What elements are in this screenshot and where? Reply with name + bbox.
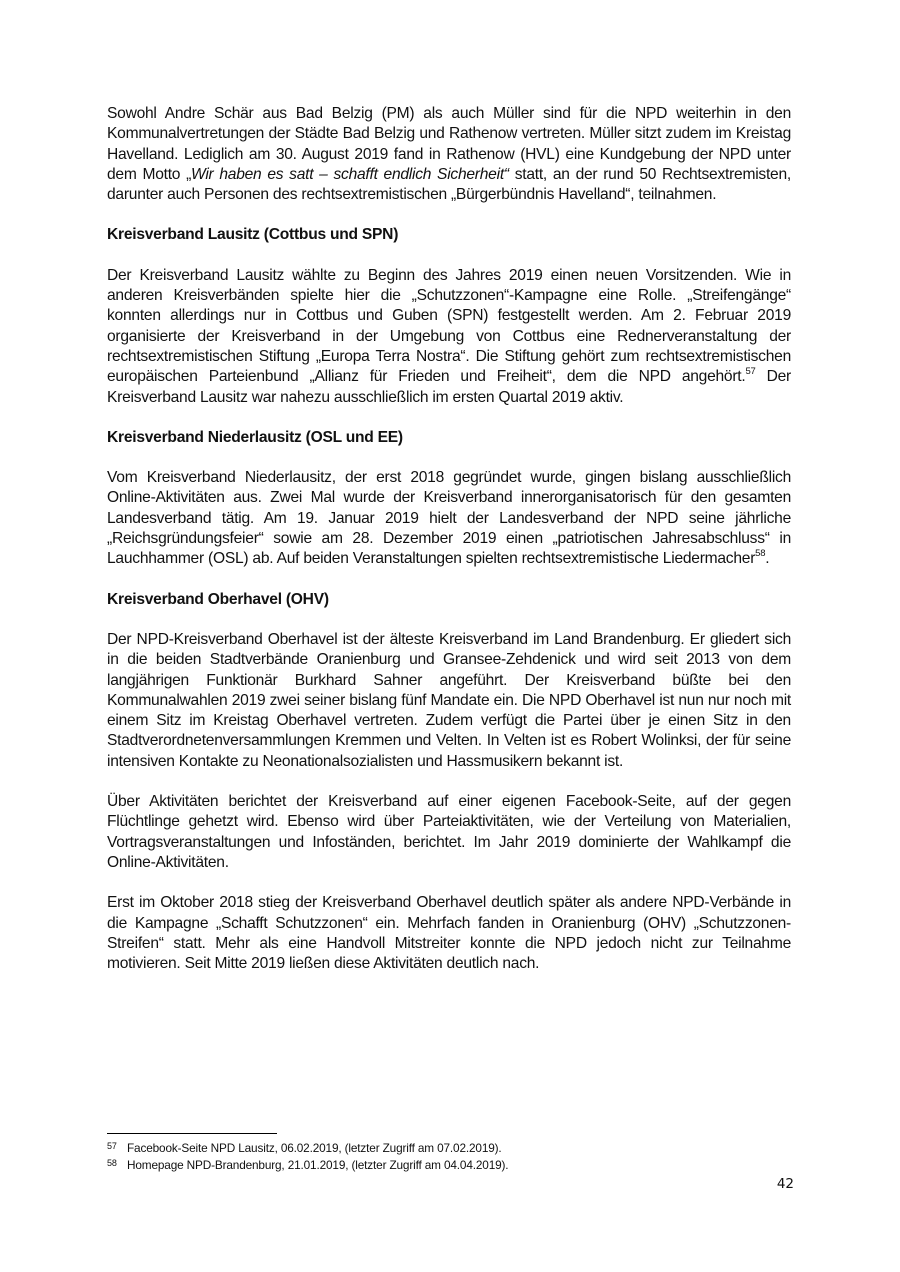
paragraph-lausitz [107,266,791,408]
paragraph-niederlausitz [107,468,791,569]
footnote-ref-57[interactable]: 57 [745,366,756,378]
text-segment: statt, an der rund 50 Rechtsextremisten, darunter auch Personen des rechtsextremistischen „Bürgerbündnis Havelland“, teilnahmen. [107,165,791,204]
text-segment: . [765,550,770,568]
section-heading-lausitz: Kreisverband Lausitz (Cottbus und SPN) [107,226,399,244]
section-heading-niederlausitz: Kreisverband Niederlausitz (OSL und EE) [107,428,403,446]
footnote-58 [107,1157,791,1174]
text-segment: Der Kreisverband Lausitz war nahezu ausschließlich im ersten Quartal 2019 aktiv. [107,368,791,406]
motto-quote: Wir haben es satt – schafft endlich Sicherheit“ [191,165,509,183]
paragraph-oberhavel-1: Der NPD-Kreisverband Oberhavel ist der älteste Kreisverband im Land Brandenburg. Er gliedert sich in die beiden Stadtverbände Oranienburg und Gransee-Zehdenick und wird seit 2013 von dem langjährigen Funktionär Burkhard Sahner angeführt. Der Kreisverband büßte bei den Kommunalwahlen 2019 zwei seiner bislang fünf Mandate ein. Die NPD Oberhavel ist nun nur noch mit einem Sitz im Kreistag Oberhavel vertreten. Zudem verfügt die Partei über je einen Sitz in den Stadtverordnetenversammlungen Kremmen und Velten. In Velten ist es Robert Wolinksi, der für seine intensiven Kontakte zu Neonationalsozialisten und Hassmusikern bekannt ist. [107,630,791,770]
body-text [107,104,791,994]
text-segment: Sowohl Andre Schär aus Bad Belzig (PM) als auch Müller sind für die NPD weiterhin in den Kommunalvertretungen der Städte Bad Belzig und Rathenow vertreten. Müller sitzt zudem im Kreistag Havelland. Lediglich am 30. August 2019 fand in Rathenow (HVL) eine Kundgebung der NPD unter dem Motto „ [107,105,791,183]
text-segment: Vom Kreisverband Niederlausitz, der erst 2018 gegründet wurde, gingen bislang ausschließlich Online-Aktivitäten aus. Zwei Mal wurde der Kreisverband innerorganisatorisch für den gesamten Landesverband tätig. Am 19. Januar 2019 hielt der Landesverband der NPD seine jährliche „Reichsgründungsfeier“ sowie am 28. Dezember 2019 einen „patriotischen Jahresabschluss“ in Lauchhammer (OSL) ab. Auf beiden Veranstaltungen spielten rechtsextremistische Liedermacher [107,469,791,568]
text-segment: Der Kreisverband Lausitz wählte zu Beginn des Jahres 2019 einen neuen Vorsitzenden. Wie in anderen Kreisverbänden spielte hier die „Schutzzonen“-Kampagne eine Rolle. „Streifengänge“ konnten allerdings nur in Cottbus und Guben (SPN) festgestellt werden. Am 2. Februar 2019 organisierte der Kreisverband in der Umgebung von Cottbus eine Rednerveranstaltung der rechtsextremistischen Stiftung „Europa Terra Nostra“. Die Stiftung gehört zum rechtsextremistischen europäischen Parteienbund „Allianz für Frieden und Freiheit“, dem die NPD angehört. [107,266,791,386]
page-number: 42 [776,1176,794,1192]
footnote-number: 57 [107,1141,117,1151]
footnotes [107,1140,791,1174]
section-heading-oberhavel: Kreisverband Oberhavel (OHV) [107,590,329,608]
paragraph-oberhavel-3: Erst im Oktober 2018 stieg der Kreisverband Oberhavel deutlich später als andere NPD-Verbände in die Kampagne „Schafft Schutzzonen“ ein. Mehrfach fanden in Oranienburg (OHV) „Schutzzonen-Streifen“ statt. Mehr als eine Handvoll Mitstreiter konnte die NPD jedoch nicht zur Teilnahme motivieren. Seit Mitte 2019 ließen diese Aktivitäten deutlich nach. [107,894,791,973]
footnote-text: Facebook-Seite NPD Lausitz, 06.02.2019, (letzter Zugriff am 07.02.2019). [127,1141,502,1155]
footnote-ref-58[interactable]: 58 [755,548,766,560]
footnote-divider [107,1133,277,1134]
footnote-number: 58 [107,1158,117,1168]
paragraph-oberhavel-2: Über Aktivitäten berichtet der Kreisverband auf einer eigenen Facebook-Seite, auf der gegen Flüchtlinge gehetzt wird. Ebenso wird über Parteiaktivitäten, wie der Verteilung von Materialien, Vortragsveranstaltungen und Infoständen, berichtet. Im Jahr 2019 dominierte der Wahlkampf die Online-Aktivitäten. [107,793,791,871]
footnote-text: Homepage NPD-Brandenburg, 21.01.2019, (letzter Zugriff am 04.04.2019). [127,1158,509,1172]
footnote-57 [107,1140,791,1157]
paragraph-havelland [107,104,791,205]
